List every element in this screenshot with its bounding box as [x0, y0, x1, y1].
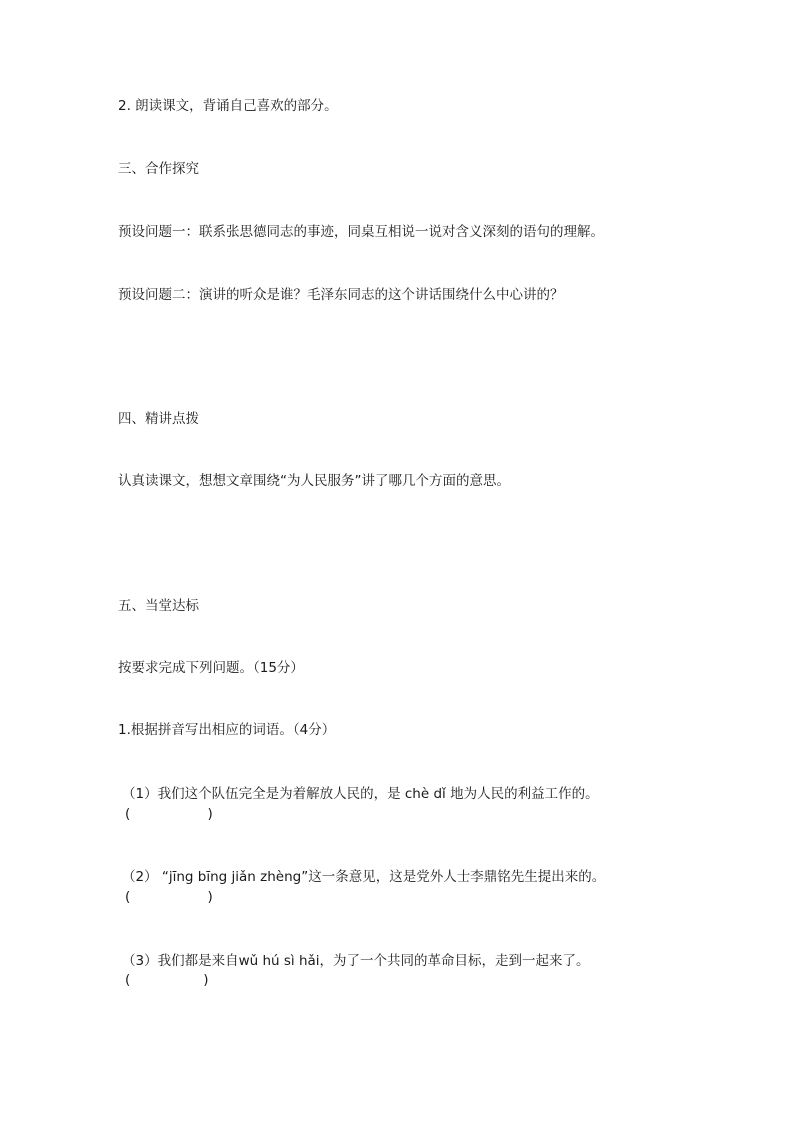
assessment-instructions: 按要求完成下列问题。（15分）	[118, 660, 304, 676]
section-heading-class-assessment: 五、当堂达标	[118, 598, 199, 614]
preset-question-two: 预设问题二：演讲的听众是谁？毛泽东同志的这个讲话围绕什么中心讲的？	[118, 287, 564, 303]
item-three-sentence: （3）我们都是来自wǔ hú sì hǎi，为了一个共同的革命目标，走到一起来了。	[122, 953, 590, 969]
item-one-answer-blank[interactable]: ( )	[125, 806, 213, 822]
preset-question-one: 预设问题一：联系张思德同志的事迹，同桌互相说一说对含义深刻的语句的理解。	[118, 224, 604, 240]
section-heading-key-explanation: 四、精讲点拨	[118, 411, 199, 427]
section-heading-cooperative-inquiry: 三、合作探究	[118, 161, 199, 177]
item-two-sentence: （2） “jīng bīng jiǎn zhèng”这一条意见，这是党外人士李鼎铭先生提出来的。	[122, 869, 606, 885]
instruction-recite: 2. 朗读课文，背诵自己喜欢的部分。	[118, 98, 338, 114]
item-three-answer-blank[interactable]: ( )	[125, 972, 209, 988]
item-one-sentence: （1）我们这个队伍完全是为着解放人民的，是 chè dǐ 地为人民的利益工作的。	[122, 786, 599, 802]
item-two-answer-blank[interactable]: ( )	[125, 889, 213, 905]
task-one-title: 1.根据拼音写出相应的词语。（4分）	[118, 722, 336, 738]
reading-task: 认真读课文，想想文章围绕“为人民服务”讲了哪几个方面的意思。	[118, 473, 510, 489]
